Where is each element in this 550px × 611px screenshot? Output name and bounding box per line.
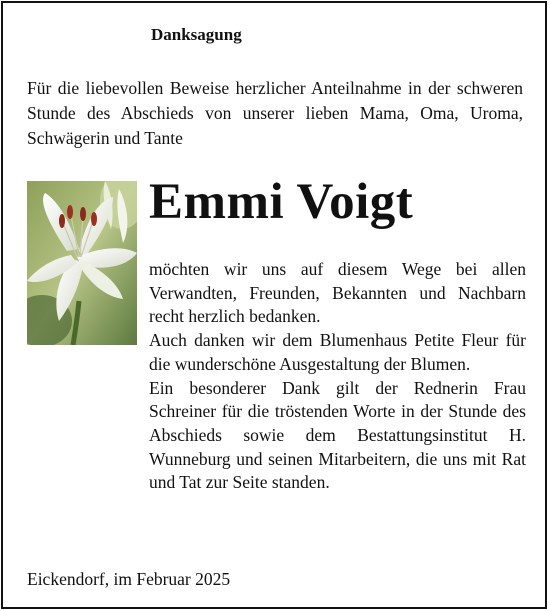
- place-date: Eickendorf, im Februar 2025: [27, 569, 231, 589]
- thanks-paragraph-2: Auch danken wir dem Blumenhaus Petite Fleur für die wunderschöne Ausgestaltung der Blumen.: [149, 330, 526, 374]
- white-lily-image: [27, 181, 137, 345]
- lily-photo: [27, 181, 137, 345]
- notice-heading: Danksagung: [151, 25, 242, 44]
- deceased-name: Emmi Voigt: [149, 174, 414, 230]
- intro-text: Für die liebevollen Beweise herzlicher Anteilnahme in der schweren Stunde des Abschieds von unserer lieben Mama, Oma, Uroma, Schwägerin und Tante: [27, 78, 523, 148]
- thanks-paragraph-3: Ein besonderer Dank gilt der Rednerin Frau Schreiner für die tröstenden Worte in der Stunde des Abschieds sowie dem Bestattungsinstitut H. Wunneburg und seinen Mitarbeitern, die uns mit Rat und Tat zur Seite standen.: [149, 377, 526, 493]
- obituary-notice: [1, 1, 547, 609]
- thanks-text: [149, 258, 526, 495]
- thanks-paragraph-1: möchten wir uns auf diesem Wege bei allen Verwandten, Freunden, Bekannten und Nachbarn recht herzlich bedanken.: [149, 259, 526, 327]
